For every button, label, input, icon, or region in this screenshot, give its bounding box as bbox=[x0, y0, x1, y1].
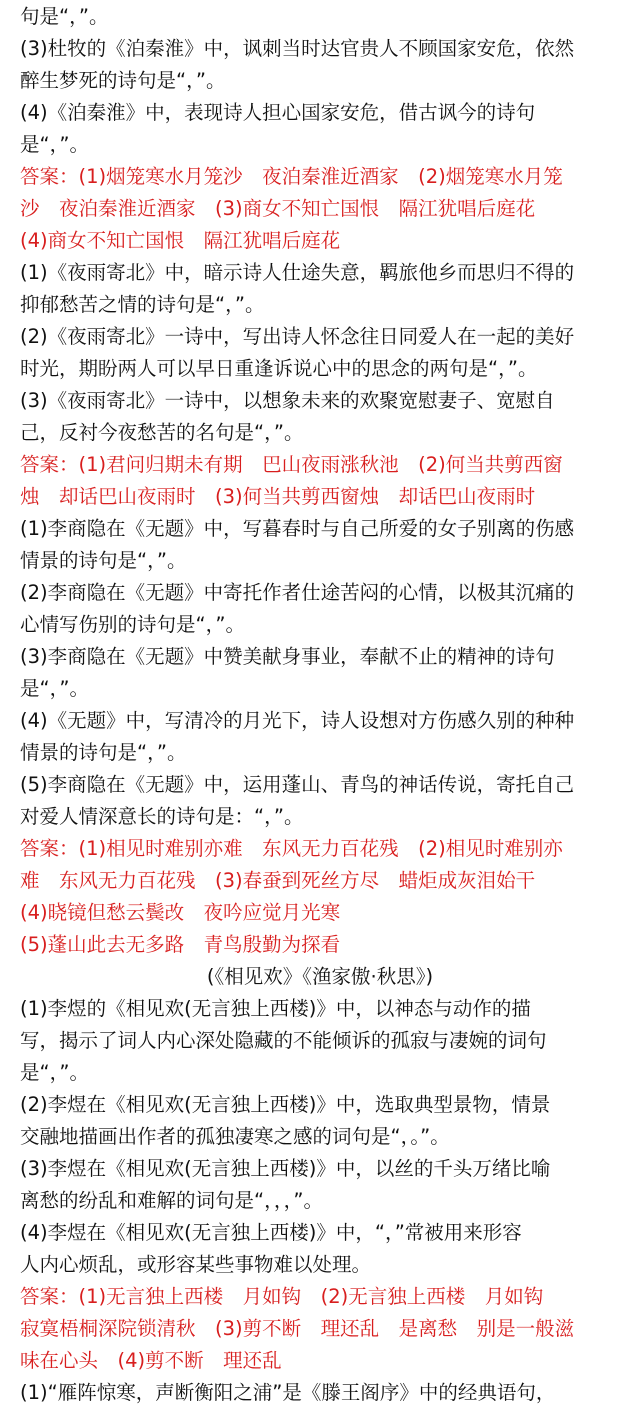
text-line: 心情写伤别的诗句是“，”。 bbox=[20, 613, 245, 636]
section-heading: (《相见欢》《渔家傲·秋思》) bbox=[206, 965, 434, 988]
text-line: (3)杜牧的《泊秦淮》中，讽刺当时达官贵人不顾国家安危，依然 bbox=[20, 37, 575, 60]
text-line: 句是“，”。 bbox=[20, 5, 109, 28]
text-line: 交融地描画出作者的孤独凄寒之感的词句是“，。”。 bbox=[20, 1125, 450, 1148]
answer-line: 沙 夜泊秦淮近酒家 (3)商女不知亡国恨 隔江犹唱后庭花 bbox=[20, 197, 536, 220]
text-line: 抑郁愁苦之情的诗句是“，”。 bbox=[20, 293, 265, 316]
answer-line: 味在心头 (4)剪不断 理还乱 bbox=[20, 1349, 282, 1372]
text-line: (2)李商隐在《无题》中寄托作者仕途苦闷的心情，以极其沉痛的 bbox=[20, 581, 575, 604]
answer-line: (4)商女不知亡国恨 隔江犹唱后庭花 bbox=[20, 229, 341, 252]
answer-line: (5)蓬山此去无多路 青鸟殷勤为探看 bbox=[20, 933, 341, 956]
answer-line: 烛 却话巴山夜雨时 (3)何当共剪西窗烛 却话巴山夜雨时 bbox=[20, 485, 536, 508]
text-line: (3)李煜在《相见欢(无言独上西楼)》中，以丝的千头万绪比喻 bbox=[20, 1157, 551, 1180]
text-line: (2)《夜雨寄北》一诗中，写出诗人怀念往日同爱人在一起的美好 bbox=[20, 325, 575, 348]
answer-line: 难 东风无力百花残 (3)春蚕到死丝方尽 蜡炬成灰泪始干 bbox=[20, 869, 536, 892]
answer-line: 答案：(1)无言独上西楼 月如钩 (2)无言独上西楼 月如钩 bbox=[20, 1285, 544, 1308]
text-line: (4)《无题》中，写清冷的月光下，诗人设想对方伤感久别的种种 bbox=[20, 709, 575, 732]
text-line: 离愁的纷乱和难解的词句是“，，，”。 bbox=[20, 1189, 323, 1212]
answer-line: 答案：(1)相见时难别亦难 东风无力百花残 (2)相见时难别亦 bbox=[20, 837, 563, 860]
text-line: 人内心烦乱，或形容某些事物难以处理。 bbox=[20, 1253, 372, 1276]
answer-line: 答案：(1)君问归期未有期 巴山夜雨涨秋池 (2)何当共剪西窗 bbox=[20, 453, 563, 476]
answer-line: 寂寞梧桐深院锁清秋 (3)剪不断 理还乱 是离愁 别是一般滋 bbox=[20, 1317, 575, 1340]
text-line: 时光，期盼两人可以早日重逢诉说心中的思念的两句是“，”。 bbox=[20, 357, 538, 380]
text-line: (3)李商隐在《无题》中赞美献身事业，奉献不止的精神的诗句 bbox=[20, 645, 555, 668]
text-line: 是“，”。 bbox=[20, 133, 89, 156]
text-line: (5)李商隐在《无题》中，运用蓬山、青鸟的神话传说，寄托自己 bbox=[20, 773, 575, 796]
text-line: 己，反衬今夜愁苦的名句是“，”。 bbox=[20, 421, 304, 444]
text-line: (4)李煜在《相见欢(无言独上西楼)》中，“，”常被用来形容 bbox=[20, 1221, 522, 1244]
answer-line: 答案：(1)烟笼寒水月笼沙 夜泊秦淮近酒家 (2)烟笼寒水月笼 bbox=[20, 165, 563, 188]
text-line: 醉生梦死的诗句是“，”。 bbox=[20, 69, 226, 92]
text-line: (1)李煜的《相见欢(无言独上西楼)》中，以神态与动作的描 bbox=[20, 997, 531, 1020]
text-line: (1)《夜雨寄北》中，暗示诗人仕途失意，羁旅他乡而思归不得的 bbox=[20, 261, 575, 284]
text-line: 对爱人情深意长的诗句是：“，”。 bbox=[20, 805, 304, 828]
text-line: 是“，”。 bbox=[20, 1061, 89, 1084]
text-line: 情景的诗句是“，”。 bbox=[20, 549, 187, 572]
text-line: (1)“雁阵惊寒，声断衡阳之浦”是《滕王阁序》中的经典语句， bbox=[20, 1381, 556, 1404]
text-line: 是“，”。 bbox=[20, 677, 89, 700]
text-line: (2)李煜在《相见欢(无言独上西楼)》中，选取典型景物，情景 bbox=[20, 1093, 551, 1116]
text-line: 情景的诗句是“，”。 bbox=[20, 741, 187, 764]
answer-line: (4)晓镜但愁云鬓改 夜吟应觉月光寒 bbox=[20, 901, 341, 924]
text-line: (3)《夜雨寄北》一诗中，以想象未来的欢聚宽慰妻子、宽慰自 bbox=[20, 389, 555, 412]
text-line: 写，揭示了词人内心深处隐藏的不能倾诉的孤寂与凄婉的词句 bbox=[20, 1029, 547, 1052]
text-line: (4)《泊秦淮》中，表现诗人担心国家安危，借古讽今的诗句 bbox=[20, 101, 536, 124]
text-line: (1)李商隐在《无题》中，写暮春时与自己所爱的女子别离的伤感 bbox=[20, 517, 575, 540]
